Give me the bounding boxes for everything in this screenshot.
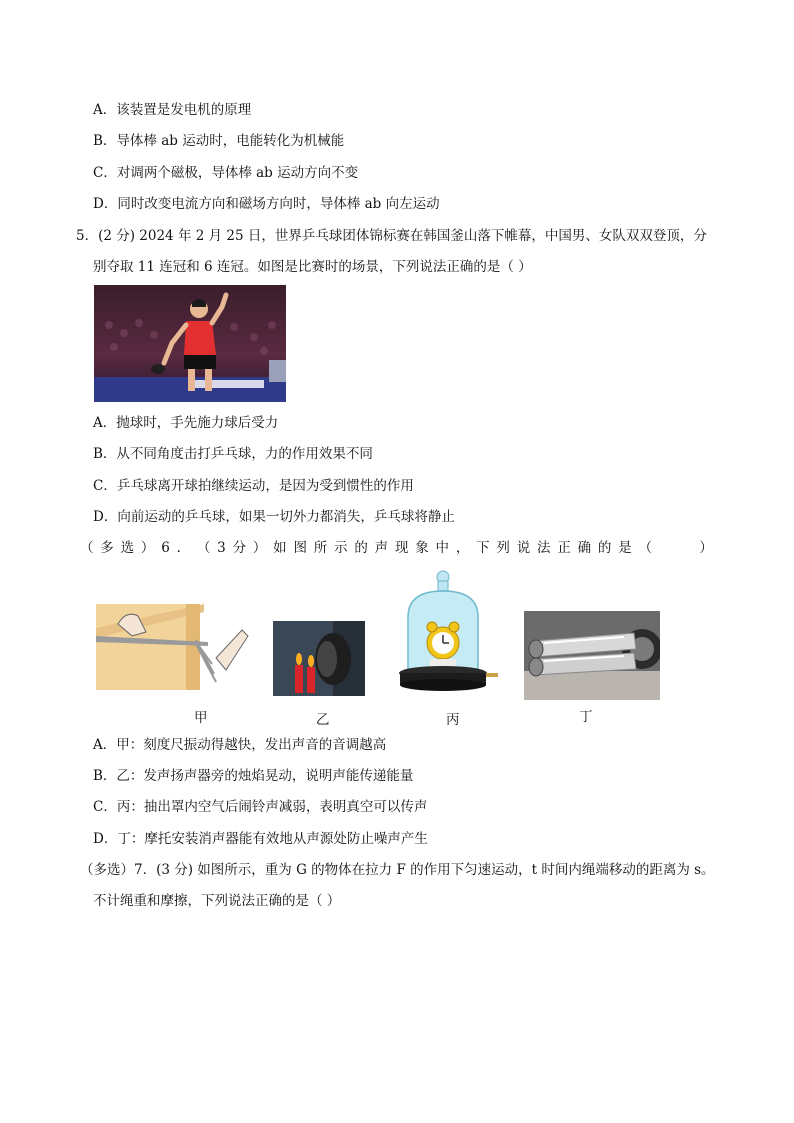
q6-stem-char: 的 xyxy=(597,540,612,556)
q6-stem-char: 下 xyxy=(476,540,490,556)
q6-stem xyxy=(80,539,713,557)
q6-stem-char: 正 xyxy=(557,540,571,556)
q6-stem-char: 列 xyxy=(496,540,510,556)
q6-stem-char: （ xyxy=(196,540,211,556)
caption-bing: 丙 xyxy=(446,712,460,728)
q6-stem-char: 6 xyxy=(161,540,170,556)
q6-option-a: A．甲：刻度尺振动得越快，发出声音的音调越高 xyxy=(93,737,387,753)
q6-stem-char: 选 xyxy=(120,540,135,556)
q5-option-d: D．向前运动的乒乓球，如果一切外力都消失，乒乓球将静止 xyxy=(93,509,455,525)
q4-option-d: D．同时改变电流方向和磁场方向时，导体棒 ab 向左运动 xyxy=(93,196,440,212)
q6-stem-char: 如 xyxy=(273,540,287,556)
q6-option-c: C．丙：抽出罩内空气后闹铃声减弱，表明真空可以传声 xyxy=(93,799,428,815)
q4-option-b: B．导体棒 ab 运动时，电能转化为机械能 xyxy=(93,133,345,149)
candle-speaker-figure xyxy=(273,621,365,696)
q5-stem-line1: 5．(2 分) 2024 年 2 月 25 日，世界乒乓球团体锦标赛在韩国釜山落下帷幕，中国男、女队双双登顶，分 xyxy=(76,228,707,244)
q6-stem-char: ． xyxy=(176,540,191,556)
q6-stem-char: 的 xyxy=(354,540,368,556)
q6-option-d: D．丁：摩托安装消声器能有效地从声源处防止噪声产生 xyxy=(93,831,428,847)
q6-stem-char: 3 xyxy=(217,540,226,556)
table-tennis-photo xyxy=(94,285,286,402)
q6-stem-char xyxy=(679,539,693,557)
q6-stem-char: 多 xyxy=(100,540,114,556)
q6-stem-char: 象 xyxy=(415,540,429,556)
caption-jia: 甲 xyxy=(194,710,208,726)
motorcycle-muffler-figure xyxy=(524,611,660,700)
caption-ding: 丁 xyxy=(579,709,593,725)
q5-option-c: C．乒乓球离开球拍继续运动，是因为受到惯性的作用 xyxy=(93,478,414,494)
q6-stem-char: 所 xyxy=(313,540,328,556)
q6-stem-char: 说 xyxy=(516,540,531,556)
q6-stem-char: ） xyxy=(252,540,267,556)
caption-yi: 乙 xyxy=(316,712,330,728)
q6-stem-char: （ xyxy=(638,540,652,556)
q6-stem-char: 分 xyxy=(232,540,247,556)
q6-stem-char: ） xyxy=(699,540,713,556)
q6-stem-char: ， xyxy=(455,540,470,556)
q6-option-b: B．乙：发声扬声器旁的烛焰晃动，说明声能传递能量 xyxy=(93,768,414,784)
q5-option-a: A．抛球时，手先施力球后受力 xyxy=(93,415,279,431)
q6-stem-char: 确 xyxy=(577,540,592,556)
q6-stem-char: 法 xyxy=(537,540,551,556)
q7-stem-line1: （多选）7．(3 分) 如图所示，重为 G 的物体在拉力 F 的作用下匀速运动，t 时间内绳端移动的距离为 s。 xyxy=(80,862,715,878)
q5-option-b: B．从不同角度击打乒乓球，力的作用效果不同 xyxy=(93,446,373,462)
q6-stem-char: 是 xyxy=(618,540,632,556)
q4-option-c: C．对调两个磁极，导体棒 ab 运动方向不变 xyxy=(93,165,359,181)
q6-stem-char: 图 xyxy=(293,540,307,556)
q6-stem-char: ） xyxy=(140,540,155,556)
q6-stem-char: 现 xyxy=(394,540,409,556)
q6-stem-char: 声 xyxy=(374,540,389,556)
q6-stem-char xyxy=(659,539,673,557)
q6-stem-char: 中 xyxy=(435,540,450,556)
q7-stem-line2: 不计绳重和摩擦，下列说法正确的是（ ） xyxy=(93,893,341,909)
q6-stem-char: （ xyxy=(80,540,94,556)
ruler-vibration-figure xyxy=(96,604,249,690)
q6-stem-char: 示 xyxy=(334,540,348,556)
q5-stem-line2: 别夺取 11 连冠和 6 连冠。如图是比赛时的场景，下列说法正确的是（ ） xyxy=(93,259,532,275)
bell-jar-clock-figure xyxy=(398,569,500,697)
q4-option-a: A．该装置是发电机的原理 xyxy=(93,102,252,118)
